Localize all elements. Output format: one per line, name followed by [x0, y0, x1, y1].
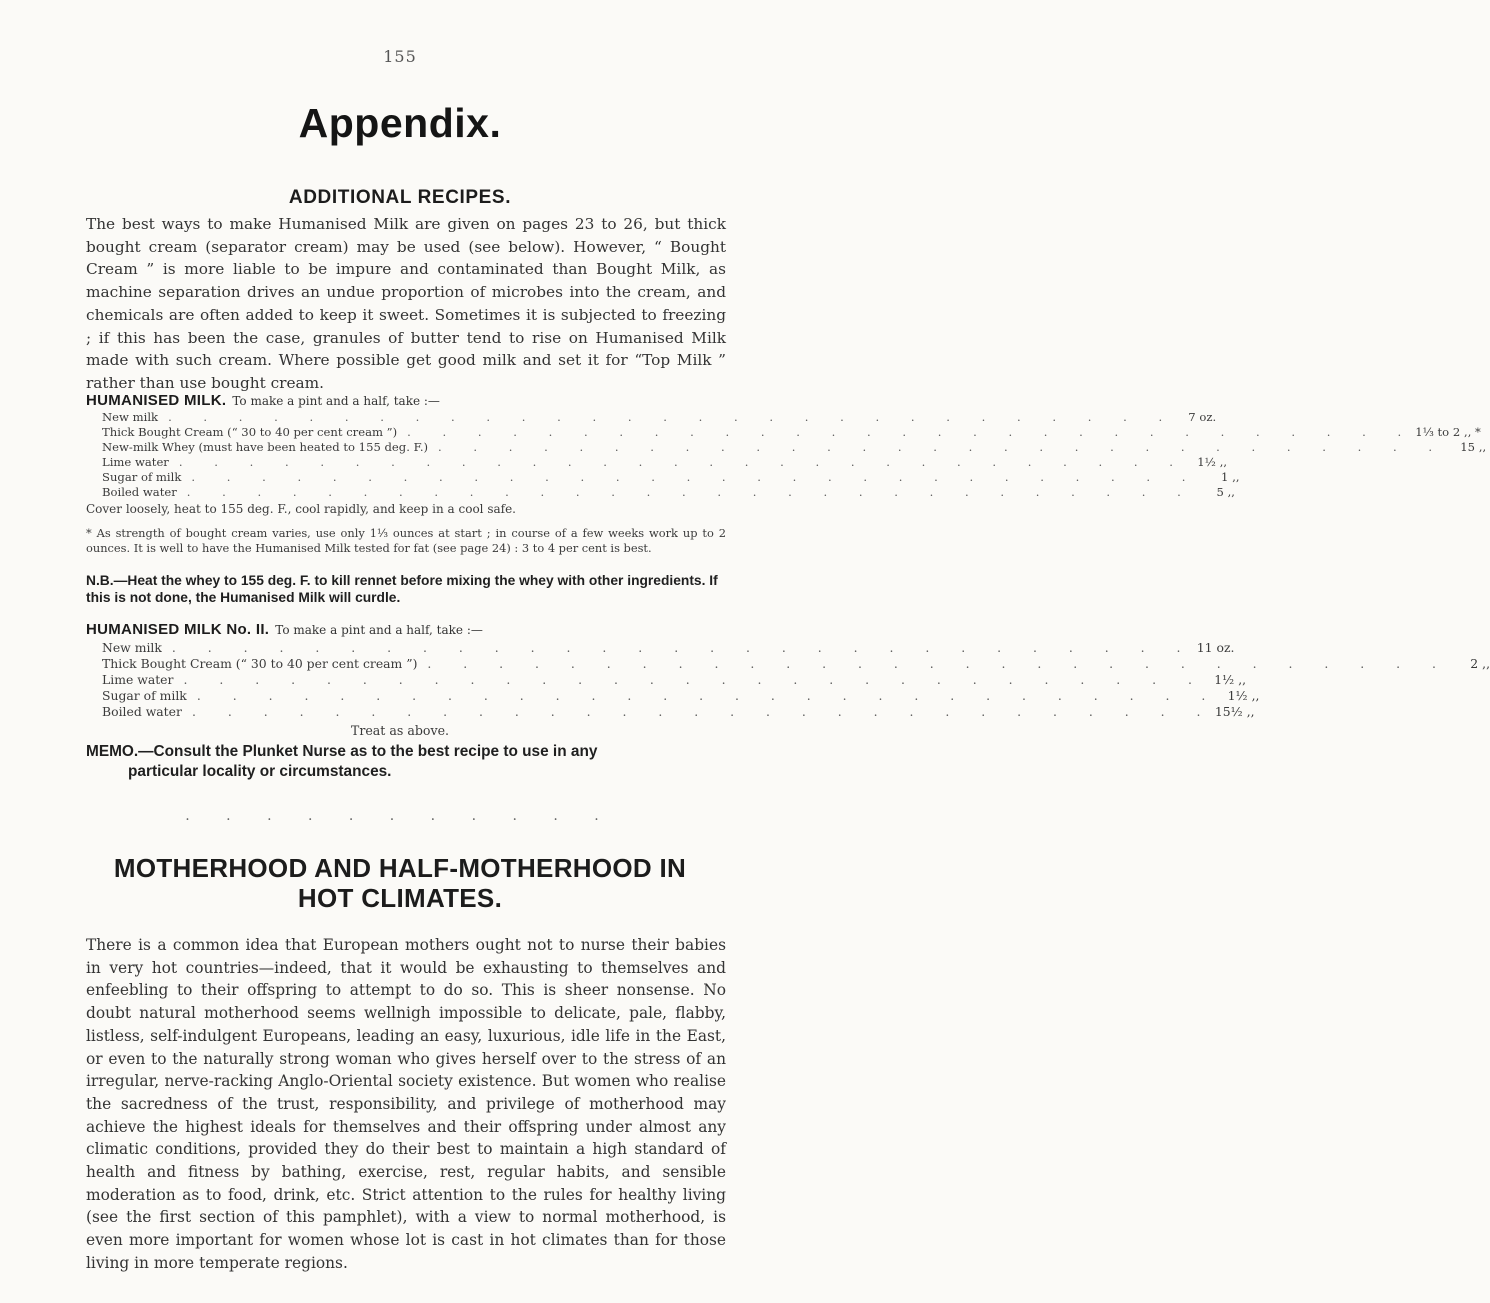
memo-note — [86, 742, 726, 782]
ingredient-row — [102, 425, 1481, 440]
motherhood-heading-line-1: MOTHERHOOD AND HALF-MOTHERHOOD IN — [113, 853, 687, 883]
ingredient-row — [102, 704, 1255, 720]
ingredient-row — [102, 410, 1217, 425]
ingredient-row — [102, 470, 1240, 485]
intro-paragraph: The best ways to make Humanised Milk are given on pages 23 to 26, but thick bought cream (separator cream) may be used (see below). However, “ Bought Cream ” is more liable to be impure and contaminated than Bought Milk, as machine separation drives an undue proportion of microbes into the cream, and chemicals are often added to keep it sweet. Sometimes it is subjected to freezing ; if this has been the case, granules of butter tend to rise on Humanised Milk made with such cream. Where possible get good milk and set it for “Top Milk ” rather than use bought cream. — [86, 215, 726, 392]
ingredient-name: Thick Bought Cream (“ 30 to 40 per cent cream ”) — [102, 656, 418, 671]
leader-dots: . . . . . . . . . . . . . . . . . . . . . . . . . . . . . — [427, 656, 1450, 671]
ingredient-name: Thick Bought Cream (“ 30 to 40 per cent cream ”) — [102, 425, 398, 439]
motherhood-heading-line-2: HOT CLIMATES. — [297, 883, 503, 913]
motherhood-paragraph: There is a common idea that European mothers ought not to nurse their babies in very hot countries—indeed, that it would be exhausting to themselves and enfeebling to their offspring to attempt to do so. This is sheer nonsense. No doubt natural motherhood seems wellnigh impossible to delicate, pale, flabby, listless, self-indulgent Europeans, leading an easy, luxurious, idle life in the East, or even to the naturally strong woman who gives herself over to the stress of an irregular, nerve-racking Anglo-Oriental society existence. But women who realise the sacredness of the trust, responsibility, and privilege of motherhood may achieve the highest ideals for themselves and their offspring under almost any climatic conditions, provided they do their best to maintain a high standard of health and fitness by bathing, exercise, rest, regular habits, and sensible moderation as to food, drink, etc. Strict attention to the rules for healthy living (see the first section of this pamphlet), with a view to normal motherhood, is even more important for women whose lot is cast in hot climates than for those living in more temperate regions. — [86, 936, 726, 1272]
memo-line-1: MEMO.—Consult the Plunket Nurse as to the best recipe to use in any — [86, 743, 598, 760]
page-number: 155 — [383, 47, 417, 66]
section-divider: . . . . . . . . . . . — [185, 808, 615, 824]
ingredient-quantity: 1½ ‚‚ — [1197, 455, 1227, 469]
ingredient-name: Lime water — [102, 455, 169, 469]
recipe1-ingredients — [102, 410, 1487, 500]
ingredient-quantity: 5 ‚‚ — [1216, 485, 1235, 499]
memo-line-2: particular locality or circumstances. — [128, 763, 392, 780]
ingredient-row — [102, 688, 1260, 704]
ingredient-quantity: 7 oz. — [1188, 410, 1217, 424]
ingredient-row — [102, 455, 1227, 470]
ingredient-name: Sugar of milk — [102, 688, 187, 703]
appendix-title: Appendix. — [298, 100, 502, 146]
leader-dots: . . . . . . . . . . . . . . . . . . . . . . . . . . . . . — [196, 688, 1220, 703]
ingredient-quantity: 1⅓ to 2 ‚‚ * — [1415, 425, 1481, 439]
leader-dots: . . . . . . . . . . . . . . . . . . . . . . . . . . . . . — [178, 455, 1187, 469]
leader-dots: . . . . . . . . . . . . . . . . . . . . . . . . . . . . . — [407, 425, 1416, 439]
ingredient-row — [102, 440, 1487, 455]
ingredient-quantity: 11 oz. — [1196, 640, 1235, 655]
motherhood-heading — [0, 853, 800, 913]
recipe1-title: HUMANISED MILK. — [86, 392, 227, 409]
recipe1-subtitle: To make a pint and a half, take :— — [232, 394, 440, 408]
leader-dots: . . . . . . . . . . . . . . . . . . . . . . . . . . . . . — [171, 640, 1195, 655]
recipe2-subtitle: To make a pint and a half, take :— — [275, 623, 483, 637]
ingredient-name: New milk — [102, 410, 159, 424]
ingredient-row — [102, 485, 1235, 500]
recipe2-title: HUMANISED MILK No. II. — [86, 621, 270, 638]
recipe2-ingredients — [102, 640, 1490, 720]
leader-dots: . . . . . . . . . . . . . . . . . . . . . . . . . . . . . — [183, 672, 1206, 687]
nb-note: N.B.—Heat the whey to 155 deg. F. to kill rennet before mixing the whey with other ingredients. If this is not done, the Humanised Milk will curdle. — [86, 573, 718, 605]
ingredient-row — [102, 640, 1235, 656]
leader-dots: . . . . . . . . . . . . . . . . . . . . . . . . . . . . . — [191, 704, 1215, 719]
ingredient-row — [102, 672, 1246, 688]
ingredient-name: New milk — [102, 640, 162, 655]
leader-dots: . . . . . . . . . . . . . . . . . . . . . . . . . . . . . — [168, 410, 1177, 424]
ingredient-name: Lime water — [102, 672, 174, 687]
recipe1-instruction: Cover loosely, heat to 155 deg. F., cool rapidly, and keep in a cool safe. — [86, 502, 516, 516]
recipe1-footnote: * As strength of bought cream varies, use only 1⅓ ounces at start ; in course of a few weeks work up to 2 ounces. It is well to have the Humanised Milk tested for fat (see page 24) : 3 to 4 per cent is best. — [86, 526, 726, 555]
leader-dots: . . . . . . . . . . . . . . . . . . . . . . . . . . . . . — [186, 485, 1195, 499]
additional-recipes-heading: ADDITIONAL RECIPES. — [288, 187, 512, 208]
ingredient-name: Sugar of milk — [102, 470, 182, 484]
ingredient-name: Boiled water — [102, 485, 177, 499]
recipe1-header — [86, 392, 440, 409]
ingredient-quantity: 2 ‚‚ — [1470, 656, 1490, 671]
recipe2-instruction: Treat as above. — [350, 723, 450, 738]
leader-dots: . . . . . . . . . . . . . . . . . . . . . . . . . . . . . — [191, 470, 1200, 484]
ingredient-quantity: 15 ‚‚ — [1460, 440, 1487, 454]
ingredient-quantity: 1 ‚‚ — [1221, 470, 1240, 484]
recipe2-header — [86, 621, 483, 638]
ingredient-name: Boiled water — [102, 704, 182, 719]
ingredient-row — [102, 656, 1490, 672]
ingredient-name: New-milk Whey (must have been heated to 155 deg. F.) — [102, 440, 429, 454]
ingredient-quantity: 1½ ‚‚ — [1227, 688, 1260, 703]
leader-dots: . . . . . . . . . . . . . . . . . . . . . . . . . . . . . — [438, 440, 1447, 454]
ingredient-quantity: 1½ ‚‚ — [1214, 672, 1246, 687]
ingredient-quantity: 15½ ‚‚ — [1214, 704, 1255, 719]
